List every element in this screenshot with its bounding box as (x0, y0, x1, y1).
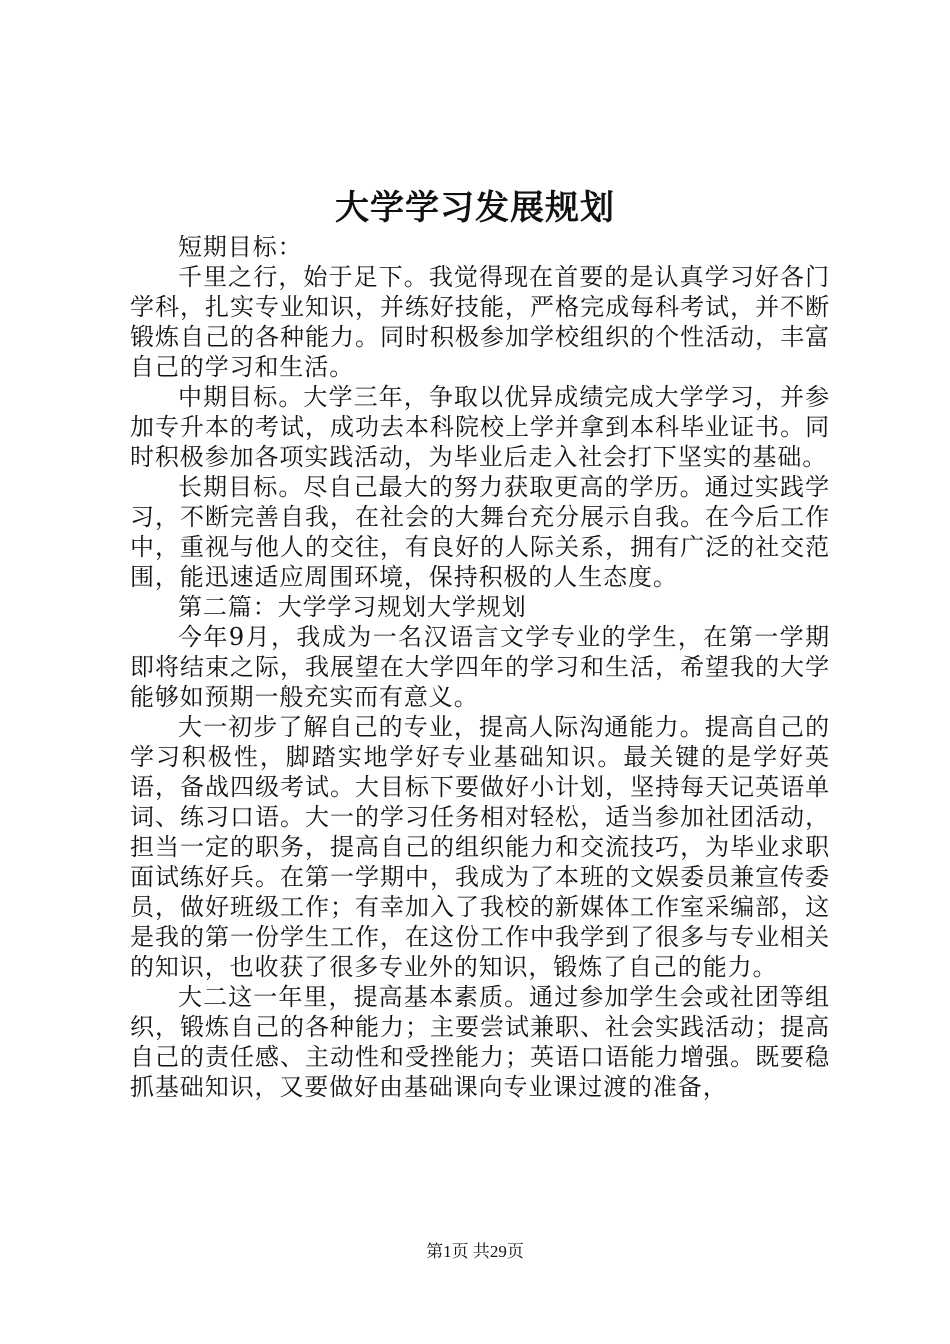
paragraph-short-term: 千里之行，始于足下。我觉得现在首要的是认真学习好各门学科，扎实专业知识，并练好技能，严格完成每科考试，并不断锻炼自己的各种能力。同时积极参加学校组织的个性活动，丰富自己的学习和生活。 (130, 263, 830, 381)
paragraph-section-two-heading: 第二篇：大学学习规划大学规划 (178, 593, 527, 621)
page-footer: 第1页 共29页 (426, 1242, 524, 1261)
paragraph-short-term-heading: 短期目标： (178, 233, 303, 261)
document-body (130, 232, 830, 1102)
paragraph-long-term: 长期目标。尽自己最大的努力获取更高的学历。通过实践学习，不断完善自我，在社会的大舞台充分展示自我。在今后工作中，重视与他人的交往，有良好的人际关系，拥有广泛的社交范围，能迅速适应周围环境，保持积极的人生态度。 (130, 473, 830, 591)
paragraph-year-one: 大一初步了解自己的专业，提高人际沟通能力。提高自己的学习积极性，脚踏实地学好专业基础知识。最关键的是学好英语，备战四级考试。大目标下要做好小计划，坚持每天记英语单词、练习口语。大一的学习任务相对轻松，适当参加社团活动，担当一定的职务，提高自己的组织能力和交流技巧，为毕业求职面试练好兵。在第一学期中，我成为了本班的文娱委员兼宣传委员，做好班级工作；有幸加入了我校的新媒体工作室采编部，这是我的第一份学生工作，在这份工作中我学到了很多与专业相关的知识，也收获了很多专业外的知识，锻炼了自己的能力。 (130, 713, 830, 981)
paragraph-mid-term: 中期目标。大学三年，争取以优异成绩完成大学学习，并参加专升本的考试，成功去本科院校上学并拿到本科毕业证书。同时积极参加各项实践活动，为毕业后走入社会打下坚实的基础。 (130, 383, 830, 471)
paragraph-intro: 今年9月，我成为一名汉语言文学专业的学生，在第一学期即将结束之际，我展望在大学四年的学习和生活，希望我的大学能够如预期一般充实而有意义。 (130, 623, 830, 711)
paragraph-year-two: 大二这一年里，提高基本素质。通过参加学生会或社团等组织，锻炼自己的各种能力；主要尝试兼职、社会实践活动；提高自己的责任感、主动性和受挫能力；英语口语能力增强。既要稳抓基础知识，又要做好由基础课向专业课过渡的准备， (130, 983, 830, 1101)
page-title: 大学学习发展规划 (335, 188, 615, 228)
